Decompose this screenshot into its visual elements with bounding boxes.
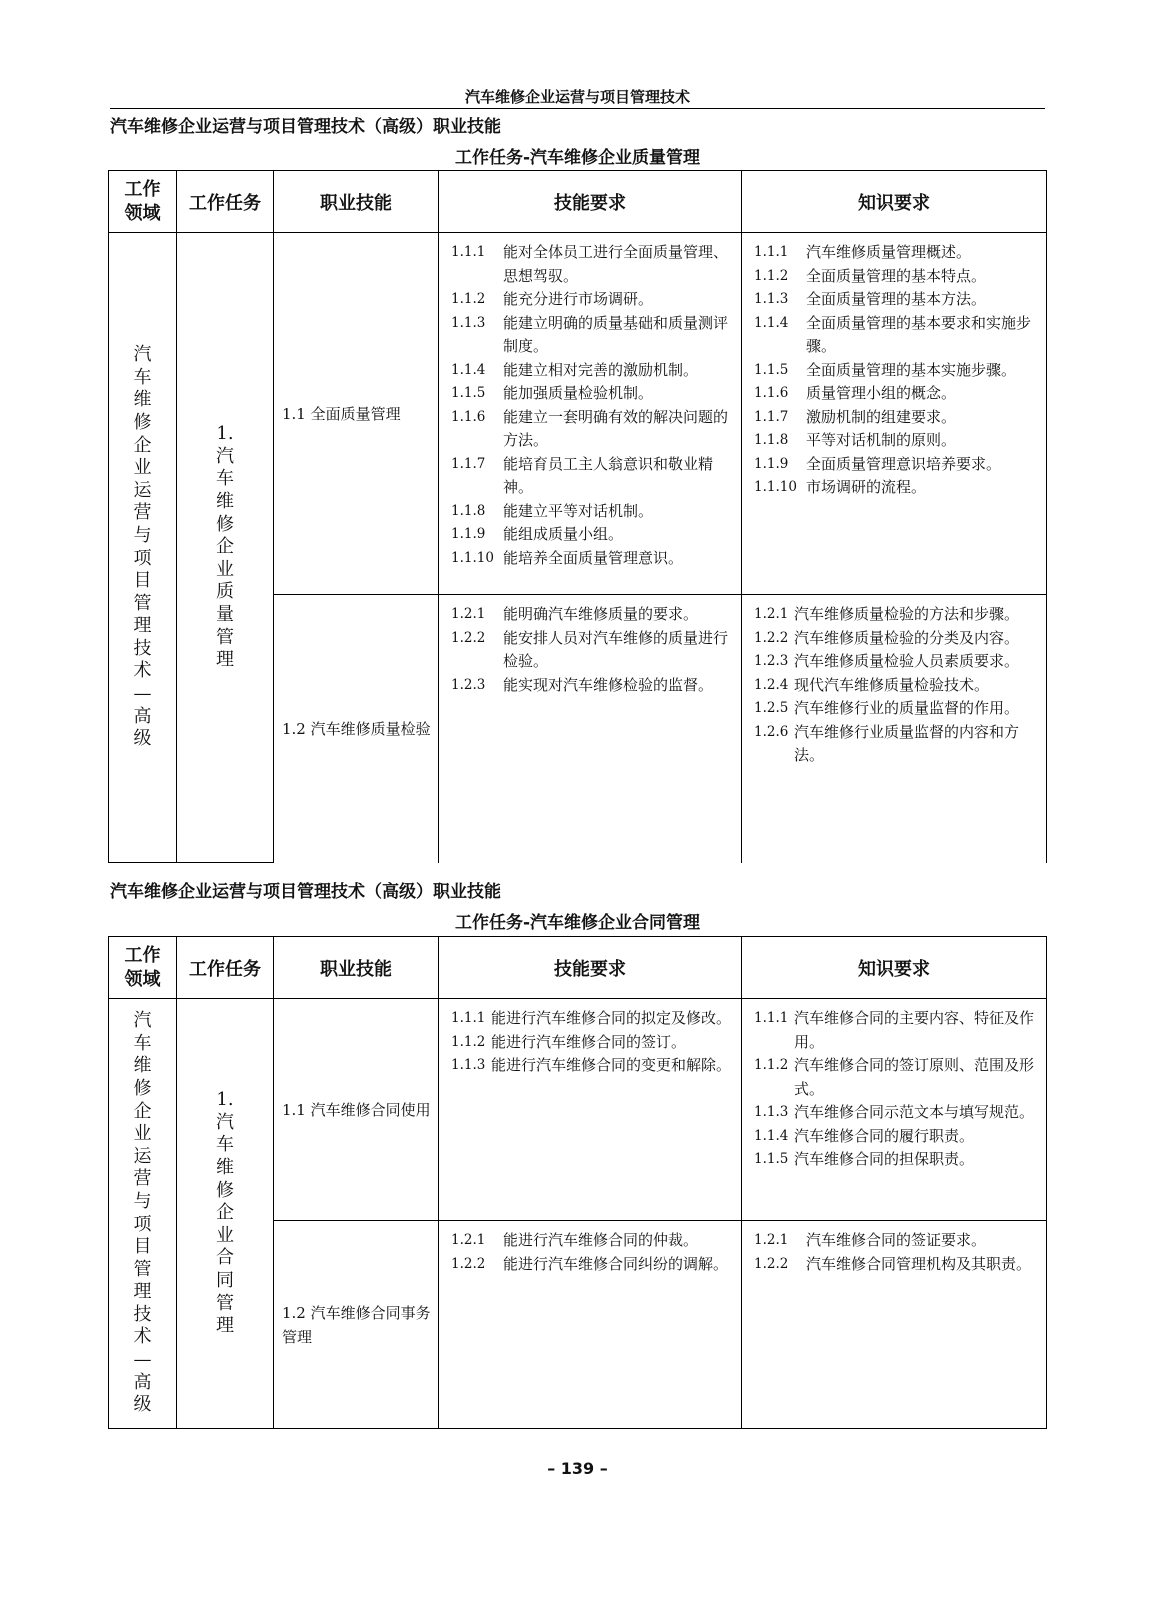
- col-header-task: 工作任务: [177, 171, 274, 233]
- list-item: [754, 265, 1040, 289]
- list-item: [754, 476, 1040, 500]
- skill-req-list: [439, 999, 741, 1078]
- list-item: [754, 312, 1040, 359]
- list-item: [451, 406, 735, 453]
- item-number: 1.2.1: [451, 1232, 486, 1248]
- item-text: 能进行汽车维修合同的签订。: [491, 1032, 687, 1051]
- item-text: 汽车维修合同的担保职责。: [794, 1150, 975, 1168]
- col-header-domain: 工作领域: [109, 937, 177, 999]
- list-item: [754, 288, 1040, 312]
- skill-cell: 1.1 全面质量管理: [274, 233, 439, 595]
- col-header-task: 工作任务: [177, 937, 274, 999]
- item-number: 1.1.7: [451, 455, 486, 472]
- col-header-skill: 职业技能: [274, 171, 439, 233]
- item-text: 汽车维修质量检验的分类及内容。: [794, 628, 1020, 647]
- list-item: [451, 1253, 735, 1277]
- list-item: [451, 603, 735, 627]
- item-text: 能培养全面质量管理意识。: [503, 548, 684, 567]
- item-number: 1.1.5: [754, 361, 789, 378]
- list-item: [451, 547, 735, 571]
- list-item: [754, 603, 1040, 627]
- item-number: 1.2.3: [754, 653, 789, 669]
- item-text: 能组成质量小组。: [503, 525, 624, 543]
- col-header-skill-req: 技能要求: [439, 171, 742, 233]
- list-item: [754, 1101, 1040, 1125]
- list-item: [754, 697, 1040, 721]
- item-number: 1.1.2: [451, 1033, 486, 1050]
- item-text: 汽车维修质量管理概述。: [806, 243, 972, 261]
- list-item: [754, 1229, 1040, 1253]
- table-row: [109, 233, 1047, 595]
- item-text: 汽车维修合同的主要内容、特征及作用。: [794, 1009, 1035, 1051]
- section2-task-title: 工作任务-汽车维修企业合同管理: [454, 913, 701, 933]
- item-text: 能对全体员工进行全面质量管理、思想驾驭。: [503, 243, 729, 285]
- item-text: 全面质量管理意识培养要求。: [806, 454, 1002, 473]
- list-item: [451, 359, 735, 383]
- item-number: 1.1.9: [451, 526, 486, 542]
- list-item: [754, 1253, 1040, 1277]
- skill-req-cell: [439, 233, 742, 595]
- item-number: 1.1.10: [451, 549, 494, 566]
- item-number: 1.1.6: [754, 385, 789, 401]
- page-number: – 139 –: [547, 1459, 608, 1478]
- col-header-knowledge-req: 知识要求: [742, 937, 1047, 999]
- list-item: [754, 359, 1040, 383]
- list-item: [754, 241, 1040, 265]
- list-item: [451, 674, 735, 698]
- list-item: [754, 674, 1040, 698]
- work-domain-cell: 汽车维修企业运营与项目管理技术—高级: [109, 999, 177, 1429]
- knowledge-req-list: [742, 1221, 1046, 1276]
- item-text: 能建立一套明确有效的解决问题的方法。: [503, 407, 729, 449]
- work-task-cell: 1.汽车维修企业合同管理: [177, 999, 274, 1429]
- skill-cell: 1.2 汽车维修合同事务管理: [274, 1221, 439, 1429]
- col-header-domain: 工作领域: [109, 171, 177, 233]
- item-text: 能建立明确的质量基础和质量测评制度。: [503, 313, 729, 355]
- section1-table: [108, 170, 1047, 863]
- item-text: 能培育员工主人翁意识和敬业精神。: [503, 454, 714, 496]
- list-item: [451, 1229, 735, 1253]
- knowledge-req-list: [742, 595, 1046, 768]
- item-number: 1.1.3: [451, 1057, 486, 1073]
- col-header-knowledge-req: 知识要求: [742, 171, 1047, 233]
- item-text: 现代汽车维修质量检验技术。: [794, 675, 990, 694]
- list-item: [451, 1054, 735, 1078]
- list-item: [754, 1007, 1040, 1054]
- item-number: 1.1.1: [754, 244, 789, 260]
- item-text: 汽车维修合同管理机构及其职责。: [806, 1254, 1032, 1273]
- section1-task-title: 工作任务-汽车维修企业质量管理: [454, 148, 701, 168]
- item-text: 能明确汽车维修质量的要求。: [503, 605, 699, 623]
- item-number: 1.1.8: [451, 502, 486, 519]
- skill-req-cell: [439, 1221, 742, 1429]
- item-number: 1.1.2: [451, 291, 486, 307]
- item-number: 1.2.5: [754, 700, 789, 716]
- item-number: 1.1.10: [754, 479, 797, 495]
- list-item: [754, 382, 1040, 406]
- section1-title: 汽车维修企业运营与项目管理技术（高级）职业技能: [110, 117, 501, 137]
- work-task-cell: 1.汽车维修企业质量管理: [177, 233, 274, 863]
- list-item: [451, 1007, 735, 1031]
- item-text: 能进行汽车维修合同纠纷的调解。: [503, 1254, 729, 1273]
- list-item: [754, 429, 1040, 453]
- list-item: [754, 1125, 1040, 1149]
- skill-req-list: [439, 1221, 741, 1276]
- item-number: 1.1.5: [754, 1151, 789, 1167]
- item-number: 1.2.4: [754, 676, 789, 693]
- list-item: [451, 288, 735, 312]
- work-domain-cell: 汽车维修企业运营与项目管理技术—高级: [109, 233, 177, 863]
- knowledge-req-cell: [742, 233, 1047, 595]
- knowledge-req-cell: [742, 1221, 1047, 1429]
- item-text: 全面质量管理的基本实施步骤。: [806, 360, 1017, 379]
- item-number: 1.2.1: [754, 1232, 789, 1248]
- item-number: 1.1.4: [754, 1127, 789, 1144]
- skill-req-list: [439, 595, 741, 697]
- item-number: 1.1.2: [754, 1057, 789, 1073]
- list-item: [451, 241, 735, 288]
- list-item: [451, 500, 735, 524]
- table-header-row: [109, 937, 1047, 999]
- section2-title: 汽车维修企业运营与项目管理技术（高级）职业技能: [110, 882, 501, 902]
- item-number: 1.1.6: [451, 408, 486, 425]
- list-item: [451, 523, 735, 547]
- list-item: [451, 627, 735, 674]
- skill-req-list: [439, 233, 741, 570]
- item-number: 1.1.5: [451, 385, 486, 401]
- col-header-skill: 职业技能: [274, 937, 439, 999]
- list-item: [451, 1031, 735, 1055]
- item-text: 市场调研的流程。: [806, 478, 927, 496]
- item-text: 全面质量管理的基本特点。: [806, 266, 987, 285]
- list-item: [754, 406, 1040, 430]
- item-number: 1.1.4: [451, 361, 486, 378]
- item-text: 能充分进行市场调研。: [503, 290, 654, 308]
- list-item: [451, 453, 735, 500]
- knowledge-req-list: [742, 999, 1046, 1172]
- item-number: 1.1.1: [451, 1010, 486, 1026]
- item-number: 1.1.3: [451, 314, 486, 331]
- col-header-skill-req: 技能要求: [439, 937, 742, 999]
- item-text: 汽车维修质量检验人员素质要求。: [794, 652, 1020, 670]
- list-item: [754, 453, 1040, 477]
- item-text: 能安排人员对汽车维修的质量进行检验。: [503, 628, 729, 670]
- item-number: 1.1.1: [451, 244, 486, 260]
- item-text: 能加强质量检验机制。: [503, 384, 654, 402]
- item-number: 1.1.2: [754, 267, 789, 284]
- item-number: 1.2.2: [451, 629, 486, 646]
- table-header-row: [109, 171, 1047, 233]
- item-number: 1.1.8: [754, 432, 789, 448]
- item-text: 能进行汽车维修合同的变更和解除。: [491, 1056, 732, 1074]
- knowledge-req-cell: [742, 595, 1047, 863]
- list-item: [754, 650, 1040, 674]
- header-rule: [110, 108, 1045, 109]
- list-item: [754, 627, 1040, 651]
- knowledge-req-list: [742, 233, 1046, 500]
- item-text: 能建立相对完善的激励机制。: [503, 360, 699, 379]
- skill-cell: 1.1 汽车维修合同使用: [274, 999, 439, 1221]
- item-text: 汽车维修合同的签订原则、范围及形式。: [794, 1056, 1035, 1098]
- item-text: 汽车维修合同的签证要求。: [806, 1231, 987, 1249]
- item-number: 1.1.1: [754, 1010, 789, 1026]
- item-text: 能进行汽车维修合同的仲裁。: [503, 1231, 699, 1249]
- item-text: 汽车维修质量检验的方法和步骤。: [794, 605, 1020, 623]
- item-number: 1.1.3: [754, 291, 789, 307]
- item-number: 1.2.2: [754, 629, 789, 646]
- item-text: 全面质量管理的基本要求和实施步骤。: [806, 313, 1032, 355]
- item-number: 1.1.9: [754, 455, 789, 472]
- running-header: 汽车维修企业运营与项目管理技术: [464, 88, 690, 106]
- skill-req-cell: [439, 595, 742, 863]
- item-number: 1.2.2: [451, 1255, 486, 1272]
- section2-table: [108, 936, 1047, 1429]
- list-item: [754, 721, 1040, 768]
- item-number: 1.2.6: [754, 723, 789, 740]
- item-text: 能建立平等对话机制。: [503, 501, 654, 520]
- item-number: 1.1.3: [754, 1104, 789, 1120]
- item-number: 1.2.1: [451, 606, 486, 622]
- item-text: 激励机制的组建要求。: [806, 407, 957, 426]
- skill-cell: 1.2 汽车维修质量检验: [274, 595, 439, 863]
- list-item: [451, 312, 735, 359]
- list-item: [451, 382, 735, 406]
- table-row: [109, 999, 1047, 1221]
- item-number: 1.1.7: [754, 408, 789, 425]
- list-item: [754, 1148, 1040, 1172]
- item-number: 1.2.3: [451, 676, 486, 693]
- item-number: 1.1.4: [754, 314, 789, 331]
- item-text: 全面质量管理的基本方法。: [806, 290, 987, 308]
- item-text: 能进行汽车维修合同的拟定及修改。: [491, 1009, 732, 1027]
- item-text: 汽车维修行业的质量监督的作用。: [794, 699, 1020, 717]
- skill-req-cell: [439, 999, 742, 1221]
- item-text: 汽车维修合同示范文本与填写规范。: [794, 1103, 1035, 1121]
- item-text: 汽车维修合同的履行职责。: [794, 1126, 975, 1145]
- item-text: 能实现对汽车维修检验的监督。: [503, 675, 714, 694]
- item-number: 1.2.1: [754, 606, 789, 622]
- item-text: 汽车维修行业质量监督的内容和方法。: [794, 722, 1020, 764]
- item-number: 1.2.2: [754, 1255, 789, 1272]
- list-item: [754, 1054, 1040, 1101]
- item-text: 平等对话机制的原则。: [806, 431, 957, 449]
- knowledge-req-cell: [742, 999, 1047, 1221]
- item-text: 质量管理小组的概念。: [806, 384, 957, 402]
